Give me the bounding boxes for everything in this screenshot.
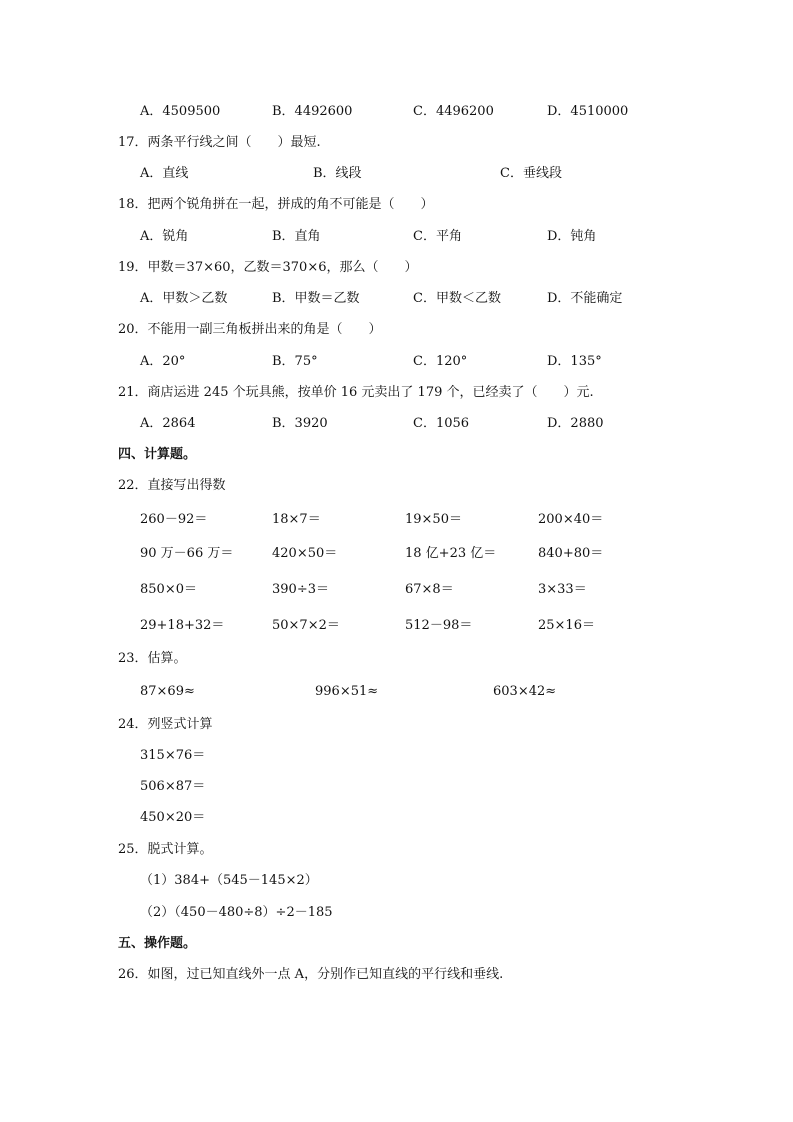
q23-item: 996×51≈	[315, 684, 379, 699]
q22-stem: 22．直接写出得数	[118, 478, 226, 493]
q23-stem: 23．估算。	[118, 651, 187, 666]
q20-option-b: B．75°	[272, 354, 318, 369]
q22-item: 200×40＝	[538, 512, 604, 527]
q22-item: 18×7＝	[272, 512, 321, 527]
q22-item: 512－98＝	[405, 618, 473, 633]
q22-item: 260－92＝	[140, 512, 208, 527]
q18-option-d: D．钝角	[547, 229, 597, 244]
q19-stem: 19．甲数＝37×60，乙数＝370×6，那么（ ）	[118, 260, 418, 275]
q22-item: 90 万－66 万＝	[140, 546, 234, 561]
q21-stem: 21．商店运进 245 个玩具熊，按单价 16 元卖出了 179 个，已经卖了（ ）元.	[118, 385, 594, 400]
q24-stem: 24．列竖式计算	[118, 717, 213, 732]
q18-stem: 18．把两个锐角拼在一起，拼成的角不可能是（ ）	[118, 197, 434, 212]
q19-option-b: B．甲数＝乙数	[272, 291, 360, 306]
q20-stem: 20．不能用一副三角板拼出来的角是（ ）	[118, 322, 382, 337]
q25-item: （2）（450－480÷8）÷2－185	[140, 905, 333, 920]
q21-option-a: A．2864	[140, 416, 196, 431]
section-5-title: 五、操作题。	[118, 936, 197, 951]
q20-option-d: D．135°	[547, 354, 602, 369]
q16-option-d: D．4510000	[547, 104, 629, 119]
q23-item: 603×42≈	[493, 684, 557, 699]
q24-item: 506×87＝	[140, 779, 206, 794]
q19-option-d: D．不能确定	[547, 291, 623, 306]
q22-item: 390÷3＝	[272, 582, 329, 597]
q26-stem: 26．如图，过已知直线外一点 A，分别作已知直线的平行线和垂线.	[118, 967, 504, 982]
q24-item: 450×20＝	[140, 810, 206, 825]
q22-item: 420×50＝	[272, 546, 338, 561]
q16-option-b: B．4492600	[272, 104, 353, 119]
q17-option-b: B．线段	[313, 166, 362, 181]
q25-item: （1）384+（545－145×2）	[140, 873, 318, 888]
section-4-title: 四、计算题。	[118, 447, 197, 462]
q18-option-a: A．锐角	[140, 229, 189, 244]
q23-item: 87×69≈	[140, 684, 195, 699]
q18-option-b: B．直角	[272, 229, 321, 244]
q21-option-b: B．3920	[272, 416, 328, 431]
q19-option-a: A．甲数＞乙数	[140, 291, 228, 306]
q22-item: 29+18+32＝	[140, 618, 225, 633]
q24-item: 315×76＝	[140, 748, 206, 763]
q16-option-a: A．4509500	[140, 104, 221, 119]
q22-item: 850×0＝	[140, 582, 197, 597]
q19-option-c: C．甲数＜乙数	[413, 291, 501, 306]
q25-stem: 25．脱式计算。	[118, 842, 213, 857]
q17-stem: 17．两条平行线之间（ ）最短.	[118, 135, 321, 150]
q18-option-c: C．平角	[413, 229, 462, 244]
q22-item: 25×16＝	[538, 618, 595, 633]
q22-item: 18 亿+23 亿＝	[405, 546, 497, 561]
q22-item: 67×8＝	[405, 582, 454, 597]
q17-option-a: A．直线	[140, 166, 189, 181]
q20-option-a: A．20°	[140, 354, 186, 369]
q22-item: 19×50＝	[405, 512, 462, 527]
q20-option-c: C．120°	[413, 354, 468, 369]
q17-option-c: C．垂线段	[500, 166, 562, 181]
q16-option-c: C．4496200	[413, 104, 494, 119]
q22-item: 50×7×2＝	[272, 618, 340, 633]
q21-option-d: D．2880	[547, 416, 604, 431]
q22-item: 840+80＝	[538, 546, 604, 561]
q21-option-c: C．1056	[413, 416, 470, 431]
q22-item: 3×33＝	[538, 582, 587, 597]
